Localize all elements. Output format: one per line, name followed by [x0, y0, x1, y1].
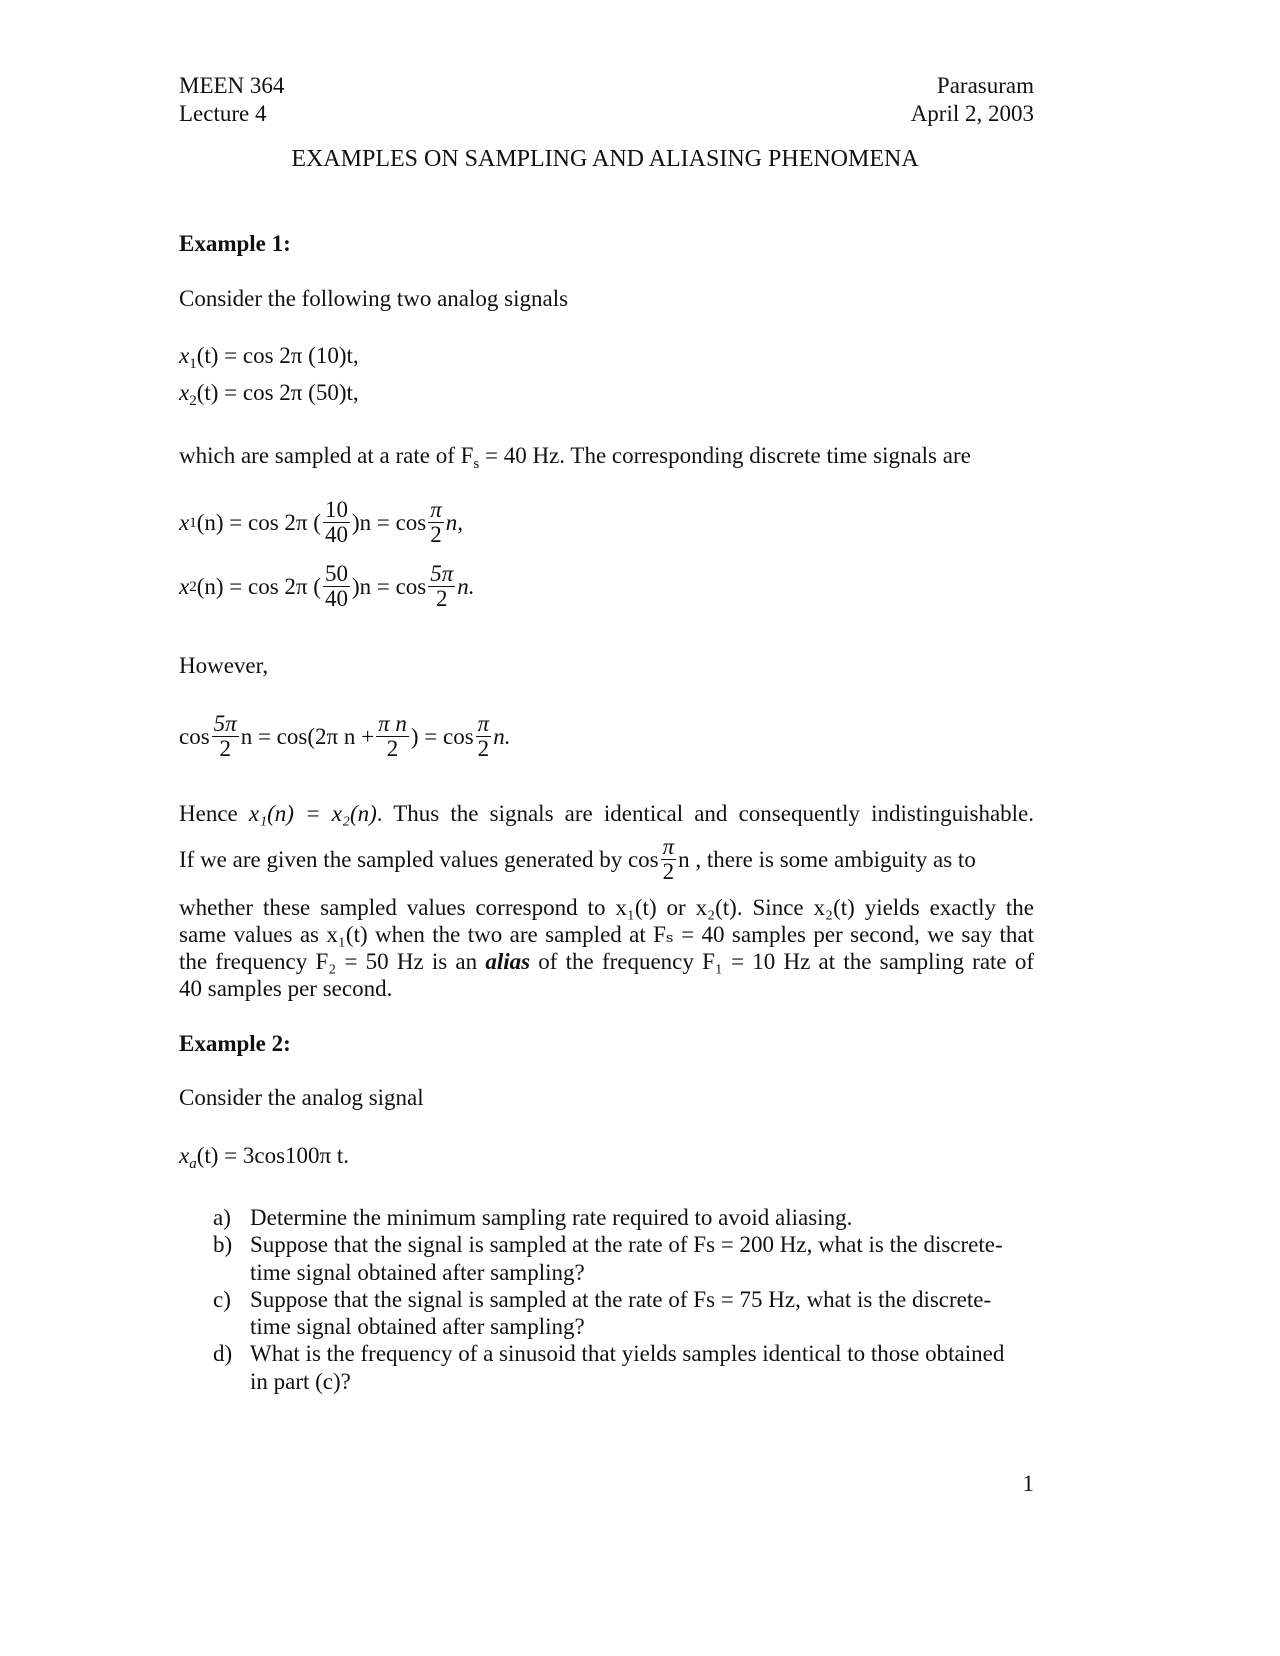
however-text: However, — [179, 653, 269, 678]
item-text-line: Suppose that the signal is sampled at the rate of Fs = 200 Hz, what is the discrete- — [250, 1232, 1003, 1258]
equation-identity: cos $\frac{5\pi}{2}$ n = cos(2π n + $\frac{\text{π n}}{2}$ ) = cos $\frac{\pi}{2}$ n. — [179, 711, 511, 761]
item-text-line: time signal obtained after sampling? — [250, 1259, 585, 1285]
date: April 2, 2003 — [910, 101, 1034, 126]
item-text-line: time signal obtained after sampling? — [250, 1314, 585, 1340]
item-label: b) — [213, 1232, 233, 1258]
lecture-number: Lecture 4 — [179, 101, 267, 126]
paragraph-line: the frequency F₂ = 50 Hz is an alias of the frequency F₁ = 10 Hz at the sampling rate of — [179, 949, 1034, 974]
example-1-intro: Consider the following two analog signals — [179, 286, 569, 311]
course-code: MEEN 364 — [179, 73, 285, 98]
item-text — [250, 1340, 1035, 1395]
item-text — [250, 1231, 1035, 1286]
paragraph-line: whether these sampled values correspond to x₁(t) or x₂(t). Since x₂(t) yields exactly the — [179, 895, 1034, 920]
example-2-intro: Consider the analog signal — [179, 1085, 424, 1110]
item-text — [250, 1286, 1035, 1341]
equation-x1t: $x_1(t) = \cos 2\pi$ (10)t, — [179, 343, 359, 372]
question-item — [213, 1340, 1035, 1395]
example-2-heading: Example 2: — [179, 1031, 291, 1056]
author: Parasuram — [936, 73, 1034, 98]
item-label: a) — [213, 1205, 231, 1230]
item-text-line: Determine the minimum sampling rate required to avoid aliasing. — [250, 1205, 853, 1230]
ambiguity-sentence: If we are given the sampled values generated by cos $\frac{\pi}{2}$ n , there is some ambiguity as to — [179, 834, 976, 884]
paragraph-line: same values as x₁(t) when the two are sampled at Fₛ = 40 samples per second, we say that — [179, 922, 1034, 947]
item-label: d) — [213, 1341, 233, 1367]
item-label: c) — [213, 1286, 231, 1312]
hence-sentence: Hence x₁(n) = x₂(n). Thus the signals are identical and consequently indistinguishable. — [179, 801, 1034, 826]
example-1-heading: Example 1: — [179, 231, 291, 256]
alias-term: alias — [485, 949, 531, 974]
paragraph-line: 40 samples per second. — [179, 976, 393, 1001]
question-list — [213, 1204, 1035, 1395]
equation-x1n: x 1 (n) = cos 2π ( $\frac{10}{40}$ )n = cos $\frac{\pi}{2}$ n, — [179, 497, 464, 547]
question-item — [213, 1231, 1035, 1286]
question-item — [213, 1286, 1035, 1341]
equation-x2n: x 2 (n) = cos 2π ( $\frac{50}{40}$ )n = cos $\frac{5\pi}{2}$ n. — [179, 561, 475, 611]
item-text-line: in part (c)? — [250, 1368, 351, 1394]
equation-x2t: $x_2(t) = \cos 2\pi$ (50)t, — [179, 380, 359, 409]
page-title: EXAMPLES ON SAMPLING AND ALIASING PHENOMENA — [291, 146, 919, 172]
item-text-line: Suppose that the signal is sampled at the rate of Fs = 75 Hz, what is the discrete- — [250, 1286, 992, 1312]
question-item — [213, 1204, 1035, 1231]
page-number: 1 — [1022, 1471, 1034, 1496]
equation-xa: $x_a(t) = 3\cos 100\pi$ t. — [179, 1143, 350, 1172]
item-text — [250, 1204, 1035, 1231]
item-text-line: What is the frequency of a sinusoid that yields samples identical to those obtained — [250, 1341, 1005, 1367]
sampling-sentence: which are sampled at a rate of $F_s = 40$ Hz. The corresponding discrete time signals are — [179, 443, 971, 472]
